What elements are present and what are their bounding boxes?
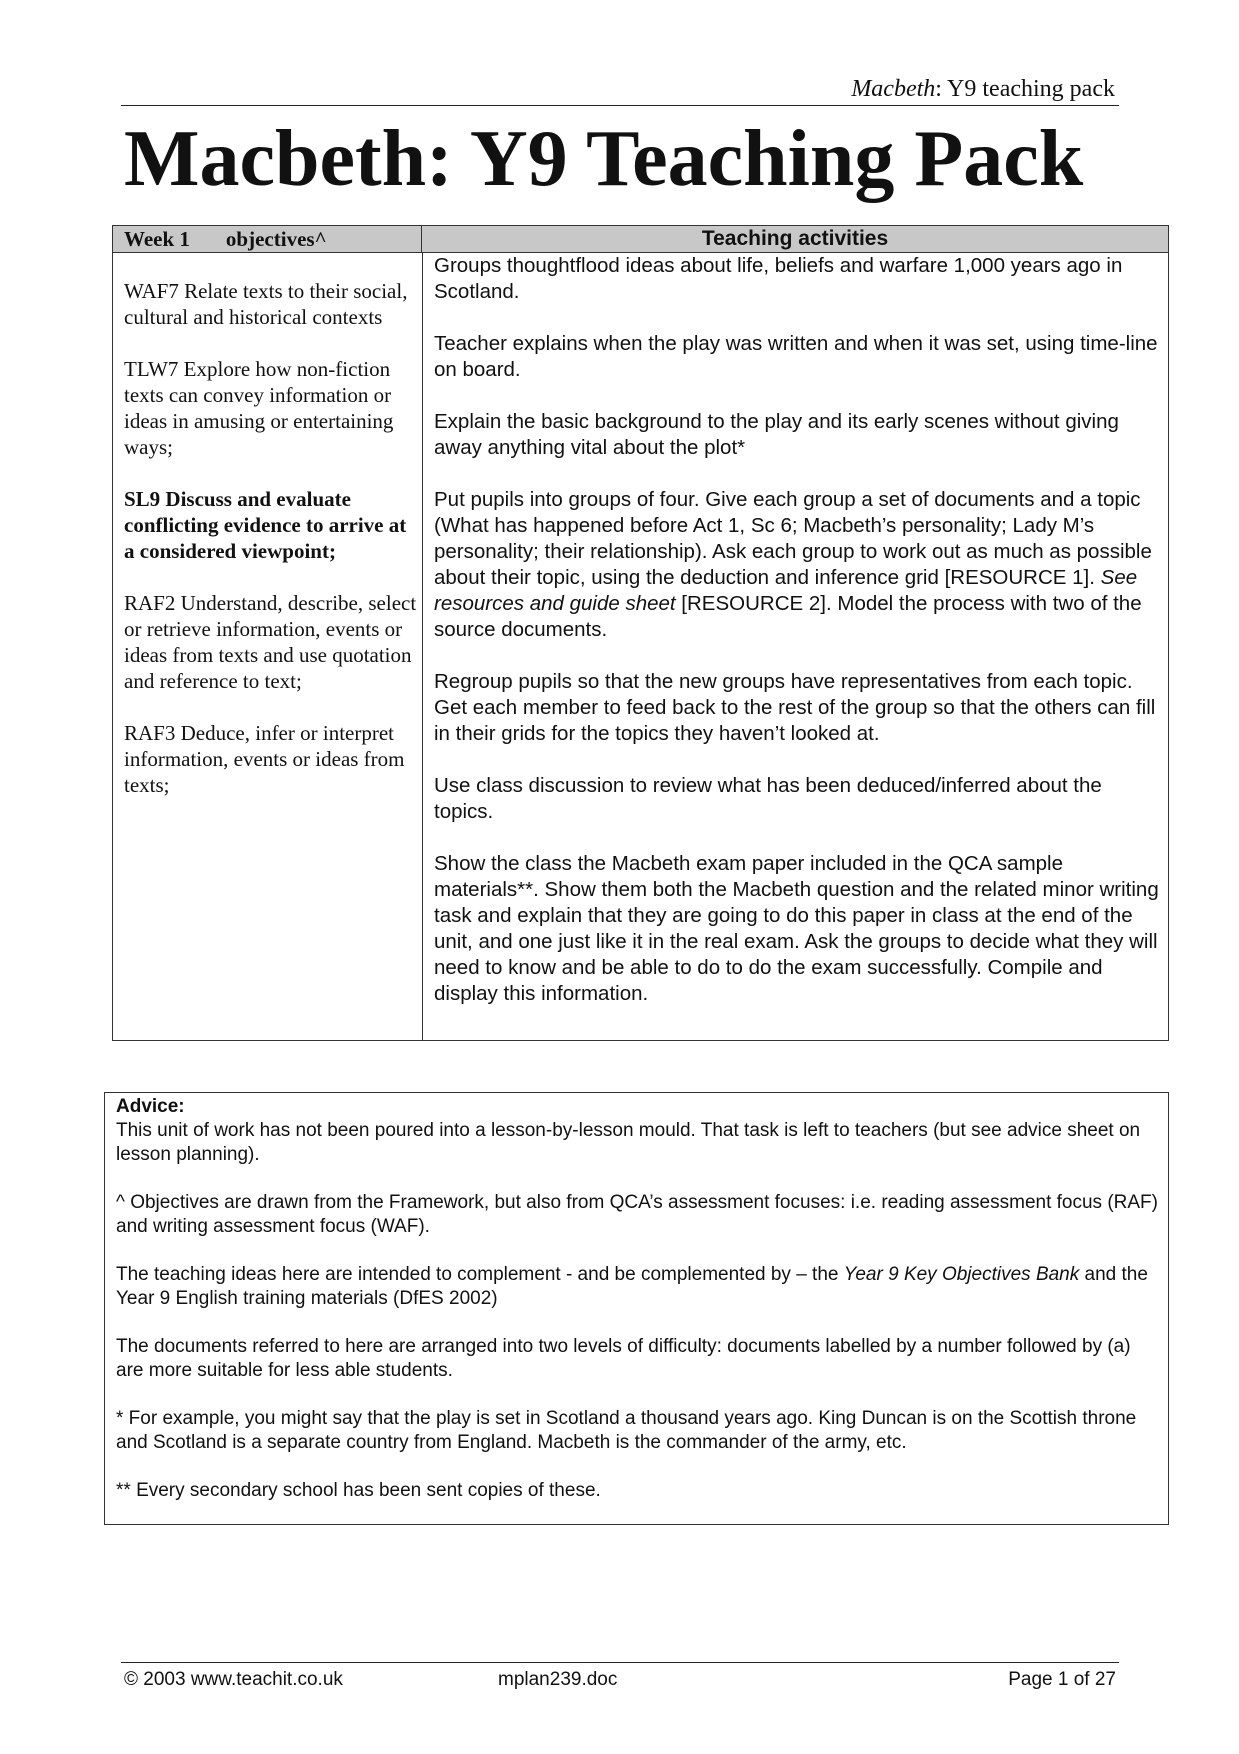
advice-title: Advice: — [116, 1096, 185, 1117]
activity-background: Explain the basic background to the play and its early scenes without giving away anything vital about the plot* — [434, 410, 1119, 459]
objective-tlw7: TLW7 Explore how non-fiction texts can convey information or ideas in amusing or entertaining ways; — [124, 357, 394, 459]
objective-raf3: RAF3 Deduce, infer or interpret information, events or ideas from texts; — [124, 721, 405, 797]
advice-box — [104, 1092, 1169, 1525]
advice-p5: * For example, you might say that the play is set in Scotland a thousand years ago. King Duncan is on the Scottish throne and Scotland is a separate country from England. Macbeth is the commander of the army, etc. — [116, 1408, 1137, 1453]
advice-p4: The documents referred to here are arranged into two levels of difficulty: documents labelled by a number followed by (a) are more suitable for less able students. — [116, 1336, 1131, 1381]
week-table — [112, 225, 1169, 1041]
advice-p2: ^ Objectives are drawn from the Framework, but also from QCA’s assessment focuses: i.e. reading assessment focus (RAF) and writing assessment focus (WAF). — [116, 1192, 1158, 1237]
objectives-column — [124, 278, 418, 824]
advice-p1: This unit of work has not been poured into a lesson-by-lesson mould. That task is left to teachers (but see advice sheet on lesson planning). — [116, 1120, 1141, 1165]
column-divider — [422, 253, 423, 1040]
activities-column — [434, 253, 1164, 1033]
activity-timeline: Teacher explains when the play was written and when it was set, using time-line on board. — [434, 332, 1158, 381]
objectives-header-cell — [113, 226, 422, 253]
advice-p6: ** Every secondary school has been sent copies of these. — [116, 1480, 601, 1501]
objectives-header: objectives^ — [225, 227, 327, 251]
footer — [121, 1662, 1119, 1690]
advice-p3-part1: The teaching ideas here are intended to complement - and be complemented by – the — [116, 1264, 844, 1285]
advice-p3-italic: Year 9 Key Objectives Bank — [843, 1264, 1080, 1285]
activity-thoughtflood: Groups thoughtflood ideas about life, beliefs and warfare 1,000 years ago in Scotland. — [434, 254, 1123, 303]
objective-sl9: SL9 Discuss and evaluate conflicting evidence to arrive at a considered viewpoint; — [124, 487, 407, 563]
activity-groups-italic: See resources and guide sheet — [434, 566, 1138, 615]
activity-groups-part1: Put pupils into groups of four. Give each group a set of documents and a topic (What has happened before Act 1, Sc 6; Macbeth’s personality; Lady M’s personality; their relationship). Ask each group to work out as much as possible about their topic, using the deduction and inference grid [RESOURCE 1]. — [434, 488, 1152, 589]
footer-page-number: Page 1 of 27 — [1008, 1669, 1116, 1690]
footer-copyright: © 2003 www.teachit.co.uk — [124, 1669, 343, 1690]
footer-filename: mplan239.doc — [498, 1669, 618, 1690]
advice-p3-part2: and the Year 9 English training materials (DfES 2002) — [116, 1264, 1148, 1309]
running-header — [121, 74, 1119, 106]
objective-waf7: WAF7 Relate texts to their social, cultural and historical contexts — [124, 279, 408, 329]
activity-discussion: Use class discussion to review what has been deduced/inferred about the topics. — [434, 774, 1102, 823]
activity-groups — [434, 487, 1164, 643]
activity-groups-part2: [RESOURCE 2]. Model the process with two of the source documents. — [434, 592, 1142, 641]
activity-exam-paper: Show the class the Macbeth exam paper included in the QCA sample materials**. Show them both the Macbeth question and the related minor writing task and explain that they are going to do this paper in class at the end of the unit, and one just like it in the real exam. Ask the groups to decide what they will need to know and be able to do to do the exam successfully. Compile and display this information. — [434, 852, 1159, 1005]
running-header-italic: Macbeth — [851, 76, 936, 102]
advice-p3 — [116, 1263, 1158, 1311]
running-header-rest: : Y9 teaching pack — [935, 76, 1115, 102]
page-title: Macbeth: Y9 Teaching Pack — [124, 115, 1084, 203]
objective-raf2: RAF2 Understand, describe, select or retrieve information, events or ideas from texts and use quotation and reference to text; — [124, 591, 417, 693]
week-label: Week 1 — [124, 227, 190, 251]
activity-regroup: Regroup pupils so that the new groups have representatives from each topic. Get each member to feed back to the rest of the group so that the others can fill in their grids for the topics they haven’t looked at. — [434, 670, 1156, 745]
activities-header: Teaching activities — [422, 226, 1168, 253]
